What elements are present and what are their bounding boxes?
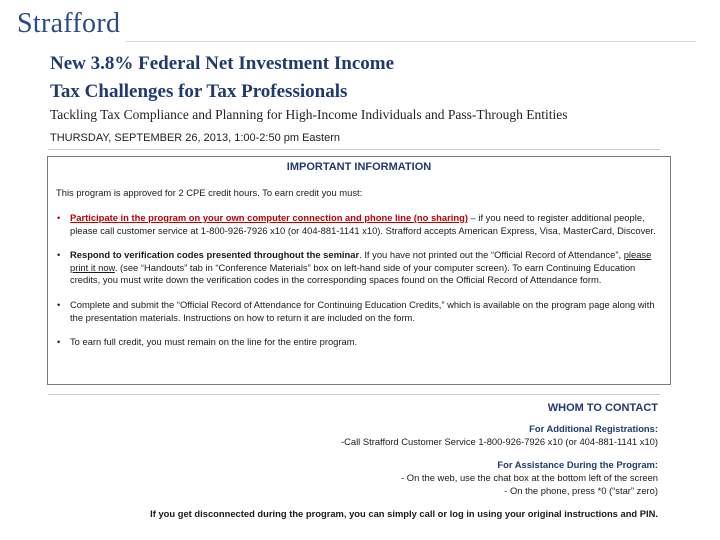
list-item xyxy=(70,249,662,287)
page-subtitle: Tackling Tax Compliance and Planning for High-Income Individuals and Pass-Through Entities xyxy=(50,107,568,122)
bullet1-red: Participate in the program on your own computer connection and phone line (no sharing) xyxy=(70,212,468,223)
strafford-logo: Strafford xyxy=(17,8,121,39)
assistance-web-line: - On the web, use the chat box at the bottom left of the screen xyxy=(401,472,658,483)
bullet2-bold: Respond to verification codes presented throughout the seminar xyxy=(70,249,360,261)
requirements-list xyxy=(56,212,662,349)
print-now-link[interactable]: please print it now xyxy=(70,249,652,273)
contact-section xyxy=(38,402,658,520)
contact-heading: WHOM TO CONTACT xyxy=(547,402,658,414)
assistance-phone-line: - On the phone, press *0 (“star” zero) xyxy=(504,485,658,496)
important-information-box xyxy=(47,156,671,385)
assistance-title: For Assistance During the Program: xyxy=(497,459,658,470)
registrations-title: For Additional Registrations: xyxy=(529,423,658,434)
bullet1-rest: – if you need to register additional people, please call customer service at 1-800-926-7926 x10 (or 404-881-1141 x10). Strafford accepts American Express, Visa, MasterCard, Discover. xyxy=(70,212,656,236)
program-date: THURSDAY, SEPTEMBER 26, 2013, 1:00-2:50 pm Eastern xyxy=(50,132,341,144)
bullet2-b: . (see “Handouts” tab in “Conference Materials” box on left-hand side of your computer screen). To earn Continuing Education credits, you must write down the verification codes in the corresponding spaces found on the Official Record of Attendance form. xyxy=(70,261,636,286)
registrations-line: -Call Strafford Customer Service 1-800-926-7926 x10 (or 404-881-1141 x10) xyxy=(340,436,658,447)
list-item xyxy=(70,212,662,237)
info-heading: IMPORTANT INFORMATION xyxy=(286,161,432,173)
page-title-line1: New 3.8% Federal Net Investment Income xyxy=(50,53,395,74)
bullet2-a: . If you have not printed out the “Official Record of Attendance”, xyxy=(359,249,624,261)
info-intro xyxy=(56,187,662,198)
section-divider-bottom xyxy=(48,394,660,395)
bullet4: To earn full credit, you must remain on the line for the entire program. xyxy=(70,336,358,348)
page-title-line2: Tax Challenges for Tax Professionals xyxy=(50,81,348,102)
section-divider-top xyxy=(48,149,660,150)
list-item xyxy=(70,299,662,324)
header-divider xyxy=(126,41,696,42)
list-item xyxy=(70,336,662,349)
info-intro-b: . To earn credit you must: xyxy=(257,187,363,198)
bullet3: Complete and submit the “Official Record of Attendance for Continuing Education Credits,” which is available on the program page along with the presentation materials. Instructions on how to return it are included on the form. xyxy=(70,298,655,323)
disconnect-note: If you get disconnected during the program, you can simply call or log in using your original instructions and PIN. xyxy=(150,508,658,519)
info-intro-a: This program is approved for 2 CPE credit hours xyxy=(56,187,258,198)
